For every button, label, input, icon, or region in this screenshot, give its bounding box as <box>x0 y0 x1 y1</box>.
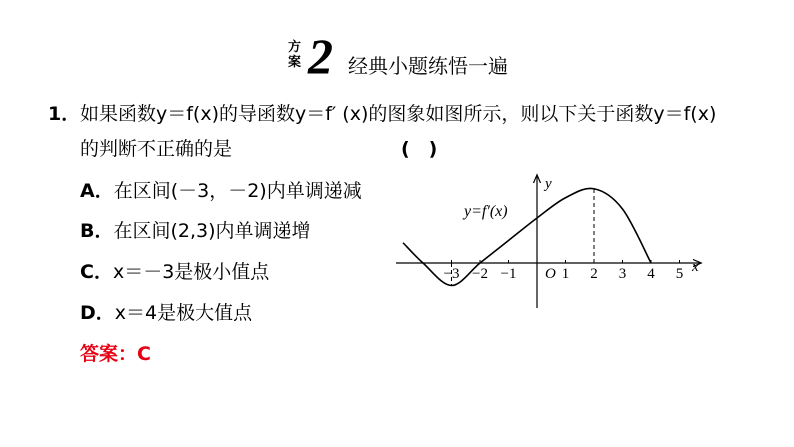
scheme-number: 2 <box>308 28 333 84</box>
curve-label: y=f′(x) <box>464 203 508 220</box>
x-tick-label: −2 <box>472 266 488 282</box>
option-b-label: B． <box>80 220 114 242</box>
x-tick-label: 4 <box>647 266 655 282</box>
x-tick-label: 1 <box>561 266 570 282</box>
option-d-label: D． <box>80 302 115 324</box>
y-axis-label: y <box>545 176 552 192</box>
option-c-text: x＝－3是极小值点 <box>112 261 270 283</box>
option-c-label: C． <box>80 261 113 283</box>
question-stem-line2: 的判断不正确的是 <box>80 138 233 160</box>
question-number: 1． <box>48 103 81 125</box>
x-tick-label: 5 <box>675 266 684 282</box>
option-a-text: 在区间(－3，－2)内单调递减 <box>113 180 362 202</box>
scheme-label: 方案 <box>288 40 302 70</box>
option-b-text: 在区间(2,3)内单调递增 <box>113 220 311 242</box>
x-tick-label: 2 <box>590 266 598 282</box>
x-tick-label: 3 <box>618 266 627 282</box>
answer-bracket: ( ) <box>401 138 438 160</box>
x-tick-label: −1 <box>500 266 517 282</box>
origin-label: O <box>545 266 556 282</box>
question-stem-line1: 如果函数y＝f(x)的导函数y＝f′ (x)的图象如图所示，则以下关于函数y＝f(x) <box>80 103 717 125</box>
x-axis-label: x <box>692 259 699 275</box>
answer-label: 答案： <box>80 343 138 365</box>
option-d-text: x＝4是极大值点 <box>114 302 253 324</box>
option-a-label: A． <box>80 180 114 202</box>
answer-value: C <box>137 343 151 365</box>
section-title: 经典小题练悟一遍 <box>348 54 508 78</box>
x-tick-label: −3 <box>443 266 460 282</box>
derivative-curve <box>403 188 651 285</box>
